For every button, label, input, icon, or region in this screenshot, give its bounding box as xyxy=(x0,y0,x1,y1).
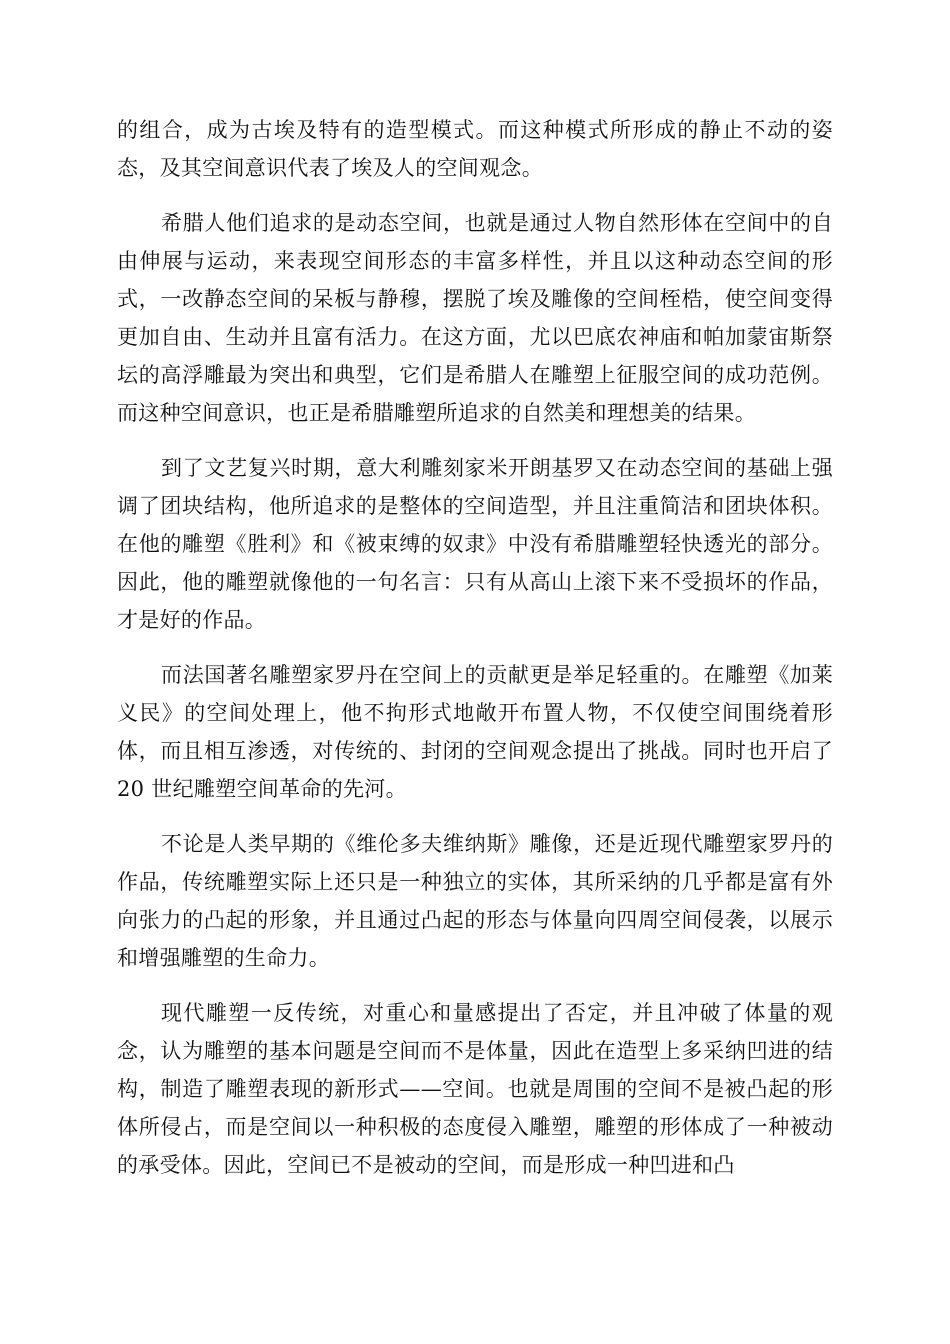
document-body xyxy=(117,111,833,1201)
paragraph-traditional-sculpture: 不论是人类早期的《维伦多夫维纳斯》雕像，还是近现代雕塑家罗丹的作品，传统雕塑实际上还只是一种独立的实体，其所采纳的几乎都是富有外向张力的凸起的形象，并且通过凸起的形态与体量向四周空间侵袭，以展示和增强雕塑的生命力。 xyxy=(117,832,833,970)
paragraph-rodin: 而法国著名雕塑家罗丹在空间上的贡献更是举足轻重的。在雕塑《加莱义民》的空间处理上，他不拘形式地敞开布置人物，不仅使空间围绕着形体，而且相互渗透，对传统的、封闭的空间观念提出了挑战。同时也开启了 20 世纪雕塑空间革命的先河。 xyxy=(117,663,833,801)
paragraph-greek-space: 希腊人他们追求的是动态空间，也就是通过人物自然形体在空间中的自由伸展与运动，来表现空间形态的丰富多样性，并且以这种动态空间的形式，一改静态空间的呆板与静穆，摆脱了埃及雕像的空间桎梏，使空间变得更加自由、生动并且富有活力。在这方面，尤以巴底农神庙和帕加蒙宙斯祭坛的高浮雕最为突出和典型，它们是希腊人在雕塑上征服空间的成功范例。而这种空间意识，也正是希腊雕塑所追求的自然美和理想美的结果。 xyxy=(117,211,833,425)
paragraph-modern-sculpture: 现代雕塑一反传统，对重心和量感提出了否定，并且冲破了体量的观念，认为雕塑的基本问题是空间而不是体量，因此在造型上多采纳凹进的结构，制造了雕塑表现的新形式——空间。也就是周围的空间不是被凸起的形体所侵占，而是空间以一种积极的态度侵入雕塑，雕塑的形体成了一种被动的承受体。因此，空间已不是被动的空间，而是形成一种凹进和凸 xyxy=(117,1001,833,1177)
paragraph-egypt-continuation: 的组合，成为古埃及特有的造型模式。而这种模式所形成的静止不动的姿态，及其空间意识代表了埃及人的空间观念。 xyxy=(117,118,833,180)
paragraph-renaissance-michelangelo: 到了文艺复兴时期，意大利雕刻家米开朗基罗又在动态空间的基础上强调了团块结构，他所追求的是整体的空间造型，并且注重简洁和团块体积。在他的雕塑《胜利》和《被束缚的奴隶》中没有希腊雕塑轻快透光的部分。因此，他的雕塑就像他的一句名言：只有从高山上滚下来不受损坏的作品，才是好的作品。 xyxy=(117,456,833,632)
